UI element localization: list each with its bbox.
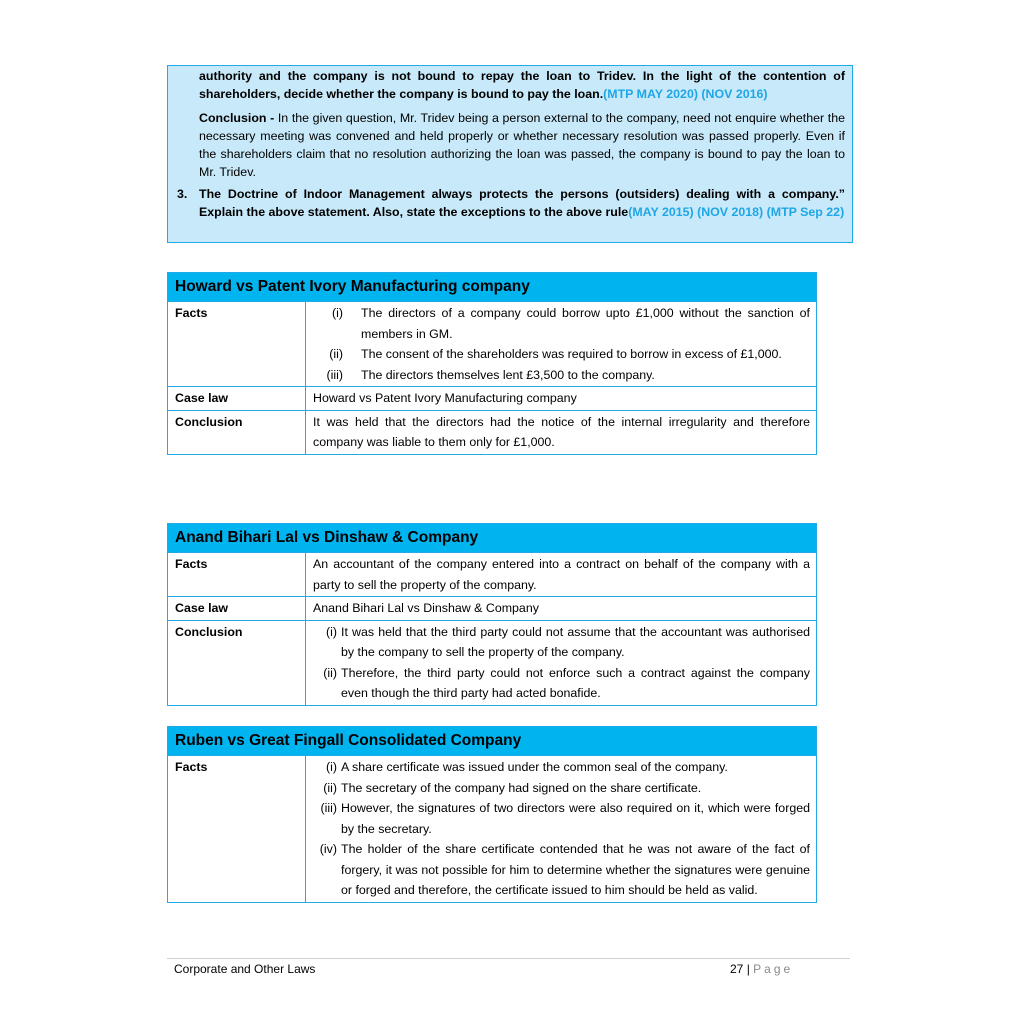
question-3-text: The Doctrine of Indoor Management always protects the persons (outsiders) dealing with a company.” Explain the above statement. Also, state the exceptions to the above rule — [199, 187, 845, 219]
list-number: (i) — [331, 306, 343, 320]
conclusion-cell — [306, 620, 817, 705]
facts-value: An accountant of the company entered into a contract on behalf of the company with a party to sell the property of the company. — [306, 553, 817, 597]
facts-label: Facts — [168, 756, 306, 903]
page-number: 27 — [730, 962, 744, 976]
list-number: (ii) — [323, 780, 337, 795]
question-3-paragraph — [199, 185, 845, 221]
footer-title: Corporate and Other Laws — [174, 962, 316, 976]
list-item — [313, 365, 810, 386]
caselaw-value: Anand Bihari Lal vs Dinshaw & Company — [306, 597, 817, 621]
caselaw-label: Case law — [168, 597, 306, 621]
facts-label: Facts — [168, 302, 306, 387]
list-item — [313, 622, 810, 663]
list-item — [313, 757, 810, 778]
list-text: It was held that the third party could not assume that the accountant was authorised by the company to sell the property of the company. — [341, 624, 810, 659]
caselaw-label: Case law — [168, 387, 306, 411]
question-number: 3. — [177, 187, 188, 201]
conclusion-text: In the given question, Mr. Tridev being a person external to the company, need not enquire whether the necessary meeting was convened and held properly or whether necessary resolution was passed properly. Even if the shareholders claim that no resolution authorizing the loan was passed, the company is bound to pay the loan to Mr. Tridev. — [199, 111, 845, 179]
caselaw-value: Howard vs Patent Ivory Manufacturing company — [306, 387, 817, 411]
list-text: The holder of the share certificate contended that he was not aware of the fact of forgery, it was not possible for him to determine whether the signatures were genuine or forged and therefore, the certificate issued to him should be held as valid. — [341, 842, 810, 897]
list-number: (i) — [325, 760, 337, 774]
case-title: Anand Bihari Lal vs Dinshaw & Company — [168, 524, 817, 553]
conclusion-label: Conclusion — [168, 410, 306, 454]
list-item — [313, 839, 810, 901]
question-paragraph — [199, 67, 845, 103]
list-item — [313, 778, 810, 799]
case-table-anand — [167, 523, 817, 706]
conclusion-label: Conclusion — [168, 620, 306, 705]
list-item — [313, 798, 810, 839]
page-number-footer — [730, 962, 793, 976]
page-separator: | — [746, 962, 750, 976]
conclusion-label: Conclusion - — [199, 111, 275, 125]
list-number: (iii) — [320, 801, 337, 815]
case-table-ruben — [167, 726, 817, 903]
question-text: authority and the company is not bound to repay the loan to Tridev. In the light of the contention of shareholders, decide whether the company is bound to pay the loan. — [199, 69, 845, 101]
list-text: The directors themselves lent £3,500 to the company. — [361, 367, 655, 382]
list-text: The directors of a company could borrow upto £1,000 without the sanction of members in GM. — [361, 306, 810, 341]
facts-cell — [306, 302, 817, 387]
list-text: The consent of the shareholders was required to borrow in excess of £1,000. — [361, 347, 782, 361]
list-text: Therefore, the third party could not enforce such a contract against the company even though the third party had acted bonafide. — [341, 665, 810, 700]
list-text: The secretary of the company had signed on the share certificate. — [341, 780, 702, 795]
list-text: A share certificate was issued under the common seal of the company. — [341, 760, 728, 774]
list-item — [313, 303, 810, 344]
case-title: Ruben vs Great Fingall Consolidated Company — [168, 727, 817, 756]
list-number: (i) — [325, 624, 337, 639]
case-table-howard — [167, 272, 817, 455]
conclusion-value: It was held that the directors had the notice of the internal irregularity and therefore company was liable to them only for £1,000. — [306, 410, 817, 454]
list-number: (iii) — [326, 367, 343, 382]
list-text: However, the signatures of two directors were also required on it, which were forged by the secretary. — [341, 801, 810, 836]
exam-reference: (MAY 2015) (NOV 2018) (MTP Sep 22) — [628, 205, 845, 219]
list-number: (ii) — [329, 347, 343, 361]
facts-cell — [306, 756, 817, 903]
list-item — [313, 663, 810, 704]
page-label: Page — [753, 962, 794, 976]
list-number: (ii) — [323, 665, 337, 680]
question-box — [167, 65, 853, 243]
list-number: (iv) — [319, 842, 337, 856]
footer-divider — [167, 958, 850, 959]
facts-label: Facts — [168, 553, 306, 597]
list-item — [313, 344, 810, 365]
case-title: Howard vs Patent Ivory Manufacturing company — [168, 273, 817, 302]
exam-reference: (MTP MAY 2020) (NOV 2016) — [603, 87, 768, 101]
conclusion-paragraph — [199, 109, 845, 181]
